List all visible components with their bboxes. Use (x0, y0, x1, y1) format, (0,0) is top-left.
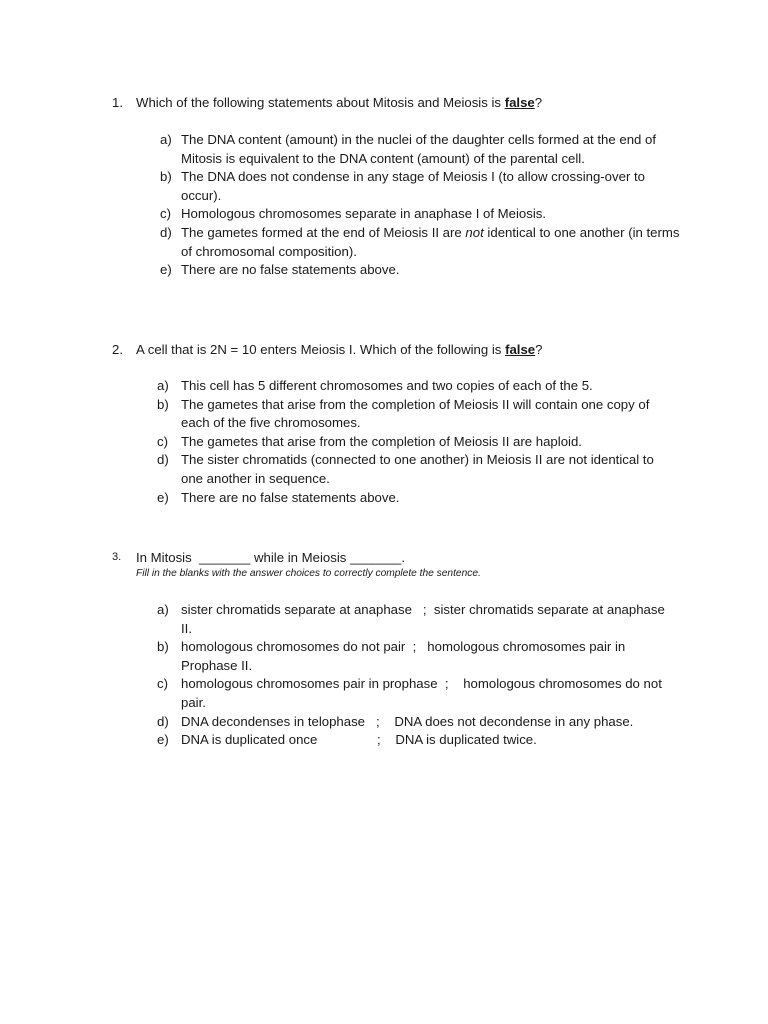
option-c: c) Homologous chromosomes separate in anaphase I of Meiosis. (160, 206, 547, 222)
emphasis-not: not (465, 224, 484, 240)
instruction-hint: Fill in the blanks with the answer choices to correctly complete the sentence. (136, 568, 481, 579)
question-2-options (157, 377, 677, 507)
option-b: b) homologous chromosomes do not pair ; homologous chromosomes pair in Prophase II. (157, 639, 629, 673)
option-d: d) DNA decondenses in telophase ; DNA does not decondense in any phase. (157, 713, 634, 729)
question-1 (112, 93, 692, 112)
option-a: a) The DNA content (amount) in the nuclei of the daughter cells formed at the end of Mitosis is equivalent to the DNA content (amount) of the parental cell. (160, 132, 657, 166)
option-e: e) DNA is duplicated once ; DNA is duplicated twice. (157, 731, 677, 750)
option-d: d) The gametes formed at the end of Meiosis II are not identical to one another (in terms of chromosomal composition). (160, 224, 680, 259)
question-2 (112, 340, 692, 359)
question-number: 2. (112, 342, 123, 357)
option-b: b) The DNA does not condense in any stage of Meiosis I (to allow crossing-over to occur). (160, 169, 645, 203)
option-b: b) The gametes that arise from the completion of Meiosis II will contain one copy of each of the five chromosomes. (157, 396, 650, 431)
emphasis-false: false (505, 342, 536, 357)
option-a: a) This cell has 5 different chromosomes and two copies of each of the 5. (157, 378, 593, 393)
question-number: 3. (112, 551, 122, 563)
option-d: d) The sister chromatids (connected to one another) in Meiosis II are not identical to one another in sequence. (157, 452, 654, 486)
option-e: e) There are no false statements above. (157, 489, 400, 505)
question-1-options (160, 131, 680, 280)
question-prompt: Which of the following statements about Mitosis and Meiosis is false? (136, 95, 543, 110)
question-3-options (157, 601, 677, 750)
question-number: 1. (112, 95, 123, 110)
option-e: e) There are no false statements above. (160, 262, 400, 278)
option-e-right: ; DNA is duplicated twice. (377, 732, 537, 748)
question-3 (112, 548, 692, 581)
question-prompt: In Mitosis _______ while in Meiosis _______. (136, 550, 406, 565)
option-c: c) The gametes that arise from the completion of Meiosis II are haploid. (157, 433, 582, 449)
option-c: c) homologous chromosomes pair in prophase ; homologous chromosomes do not pair. (157, 676, 666, 710)
option-e-left: DNA is duplicated once (181, 732, 318, 748)
question-prompt: A cell that is 2N = 10 enters Meiosis I. Which of the following is false? (136, 342, 543, 357)
emphasis-false: false (504, 95, 535, 110)
option-a: a) sister chromatids separate at anaphase ; sister chromatids separate at anaphase II. (157, 602, 669, 636)
